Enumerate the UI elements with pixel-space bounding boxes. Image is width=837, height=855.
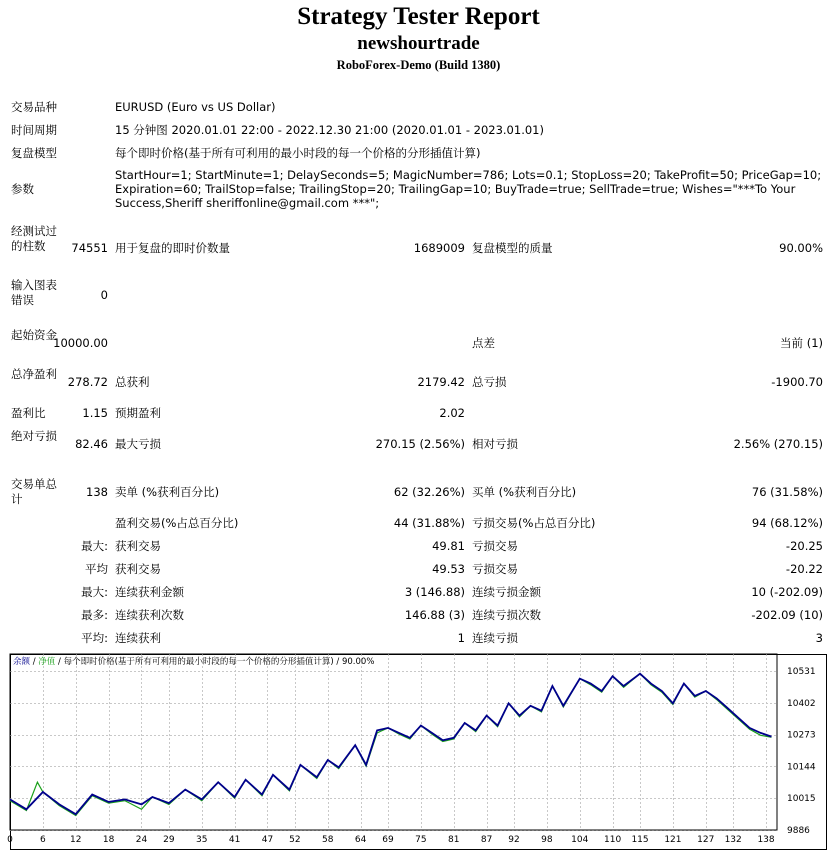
gross-loss-label: 总亏损	[472, 375, 507, 389]
largest-prefix: 最大:	[81, 539, 108, 553]
long-value: 76 (31.58%)	[751, 485, 823, 499]
legend-rest: / 每个即时价格(基于所有可利用的最小时段的每一个价格的分形插值计算) / 90.00%	[55, 657, 375, 667]
average-win-label: 获利交易	[115, 562, 161, 576]
most-consec-prefix: 最多:	[81, 608, 108, 622]
largest-win-value: 49.81	[432, 539, 465, 553]
x-tick-label: 121	[664, 835, 682, 845]
report-title: Strategy Tester Report	[297, 3, 540, 30]
x-tick-label: 35	[196, 835, 208, 845]
short-value: 62 (32.26%)	[393, 485, 465, 499]
y-tick-label: 10273	[787, 730, 816, 741]
net-profit-label: 总净盈利	[11, 367, 57, 381]
chart-border	[11, 655, 827, 850]
model-label: 复盘模型	[11, 146, 57, 160]
largest-win-label: 获利交易	[115, 539, 161, 553]
y-tick-label: 10531	[787, 667, 816, 678]
average-win-value: 49.53	[432, 562, 465, 576]
x-tick-label: 41	[228, 835, 241, 845]
average-loss-label: 亏损交易	[472, 562, 518, 576]
x-tick-label: 6	[40, 835, 46, 845]
max-consec-win-label: 连续获利金额	[115, 585, 184, 599]
max-consec-loss-label: 连续亏损金额	[472, 585, 541, 599]
symbol-value: EURUSD (Euro vs US Dollar)	[115, 100, 276, 114]
x-tick-label: 64	[354, 835, 367, 845]
max-drawdown-label: 最大亏损	[115, 437, 161, 451]
bars-label: 经测试过的柱数	[11, 224, 57, 253]
bars-value: 74551	[71, 241, 108, 255]
payoff-value: 2.02	[439, 406, 465, 420]
abs-drawdown-label: 绝对亏损	[11, 429, 57, 443]
gross-loss-value: -1900.70	[771, 375, 823, 389]
symbol-label: 交易品种	[11, 100, 57, 114]
max-consec-loss-value: 10 (-202.09)	[751, 585, 823, 599]
net-profit-value: 278.72	[67, 375, 108, 389]
legend-sep: /	[30, 657, 39, 667]
server-name: RoboForex-Demo (Build 1380)	[336, 58, 501, 72]
payoff-label: 预期盈利	[115, 406, 161, 420]
legend-equity: 净值	[38, 657, 56, 667]
loss-trades-label: 亏损交易(%占总百分比)	[472, 516, 596, 530]
deposit-value: 10000.00	[53, 336, 108, 350]
average-prefix: 平均	[85, 562, 108, 576]
x-tick-label: 98	[541, 835, 553, 845]
x-tick-label: 18	[102, 835, 115, 845]
account-name: newshourtrade	[357, 33, 480, 54]
x-tick-label: 132	[724, 835, 742, 845]
max-drawdown-value: 270.15 (2.56%)	[375, 437, 465, 451]
largest-loss-value: -20.25	[785, 539, 823, 553]
ticks-value: 1689009	[413, 241, 465, 255]
x-tick-label: 138	[757, 835, 775, 845]
abs-drawdown-value: 82.46	[75, 437, 108, 451]
x-tick-label: 127	[697, 835, 715, 845]
chart-legend	[13, 656, 374, 667]
deposit-label: 起始资金	[11, 328, 57, 342]
average-loss-value: -20.22	[785, 562, 823, 576]
x-tick-label: 0	[7, 835, 13, 845]
balance-chart	[7, 654, 827, 850]
mismatch-label: 输入图表错误	[11, 278, 57, 307]
win-trades-label: 盈利交易(%占总百分比)	[115, 516, 239, 530]
quality-value: 90.00%	[779, 241, 823, 255]
x-tick-label: 81	[448, 835, 460, 845]
total-trades-label: 交易单总计	[11, 477, 57, 506]
y-tick-label: 10015	[787, 794, 816, 805]
most-consec-loss-label: 连续亏损次数	[472, 608, 541, 622]
max-consec-prefix: 最大:	[81, 585, 108, 599]
largest-loss-label: 亏损交易	[472, 539, 518, 553]
long-label: 买单 (%获利百分比)	[472, 485, 577, 499]
params-line-3: Success,Sheriff sheriffonline@gmail.com ***";	[115, 196, 380, 210]
x-tick-label: 58	[322, 835, 334, 845]
legend-balance: 余额	[13, 657, 31, 667]
rel-drawdown-label: 相对亏损	[472, 437, 518, 451]
x-tick-label: 52	[289, 835, 301, 845]
x-tick-label: 110	[604, 835, 622, 845]
rel-drawdown-value: 2.56% (270.15)	[733, 437, 823, 451]
most-consec-win-label: 连续获利次数	[115, 608, 184, 622]
x-tick-label: 47	[261, 835, 274, 845]
y-tick-label: 10402	[787, 698, 816, 709]
x-tick-label: 115	[631, 835, 649, 845]
x-tick-label: 87	[480, 835, 493, 845]
win-trades-value: 44 (31.88%)	[393, 516, 465, 530]
total-trades-value: 138	[86, 485, 108, 499]
params-line-1: StartHour=1; StartMinute=1; DelaySeconds=5; MagicNumber=786; Lots=0.1; StopLoss=20; TakeProfit=50; PriceGap=10;	[115, 168, 822, 182]
avg-consec-win-label: 连续获利	[115, 631, 161, 645]
gross-profit-label: 总获利	[115, 375, 150, 389]
x-tick-label: 69	[382, 835, 394, 845]
x-tick-label: 29	[163, 835, 175, 845]
x-tick-label: 75	[415, 835, 427, 845]
x-tick-label: 104	[571, 835, 589, 845]
period-label: 时间周期	[11, 123, 57, 137]
avg-consec-loss-label: 连续亏损	[472, 631, 518, 645]
params-line-2: Expiration=60; TrailStop=false; TrailingStop=20; TrailingGap=10; BuyTrade=true; SellTrade=true; Wishes="***To Your	[115, 182, 796, 196]
x-tick-label: 92	[508, 835, 520, 845]
short-label: 卖单 (%获利百分比)	[115, 485, 220, 499]
x-tick-label: 12	[70, 835, 82, 845]
profit-factor-value: 1.15	[82, 406, 108, 420]
avg-consec-prefix: 平均:	[81, 631, 108, 645]
spread-value: 当前 (1)	[780, 336, 823, 350]
y-tick-label: 10144	[787, 762, 816, 773]
y-tick-label: 9886	[787, 826, 810, 836]
most-consec-win-value: 146.88 (3)	[404, 608, 465, 622]
ticks-label: 用于复盘的即时价数量	[115, 241, 230, 255]
mismatch-value: 0	[100, 288, 108, 302]
quality-label: 复盘模型的质量	[472, 241, 553, 255]
loss-trades-value: 94 (68.12%)	[751, 516, 823, 530]
spread-label: 点差	[472, 336, 495, 350]
model-value: 每个即时价格(基于所有可利用的最小时段的每一个价格的分形插值计算)	[115, 146, 481, 160]
avg-consec-win-value: 1	[457, 631, 465, 645]
gross-profit-value: 2179.42	[417, 375, 465, 389]
most-consec-loss-value: -202.09 (10)	[751, 608, 823, 622]
period-value: 15 分钟图 2020.01.01 22:00 - 2022.12.30 21:00 (2020.01.01 - 2023.01.01)	[115, 123, 544, 137]
x-tick-label: 24	[135, 835, 148, 845]
avg-consec-loss-value: 3	[815, 631, 823, 645]
params-label: 参数	[11, 182, 34, 196]
max-consec-win-value: 3 (146.88)	[404, 585, 465, 599]
profit-factor-label: 盈利比	[11, 406, 46, 420]
